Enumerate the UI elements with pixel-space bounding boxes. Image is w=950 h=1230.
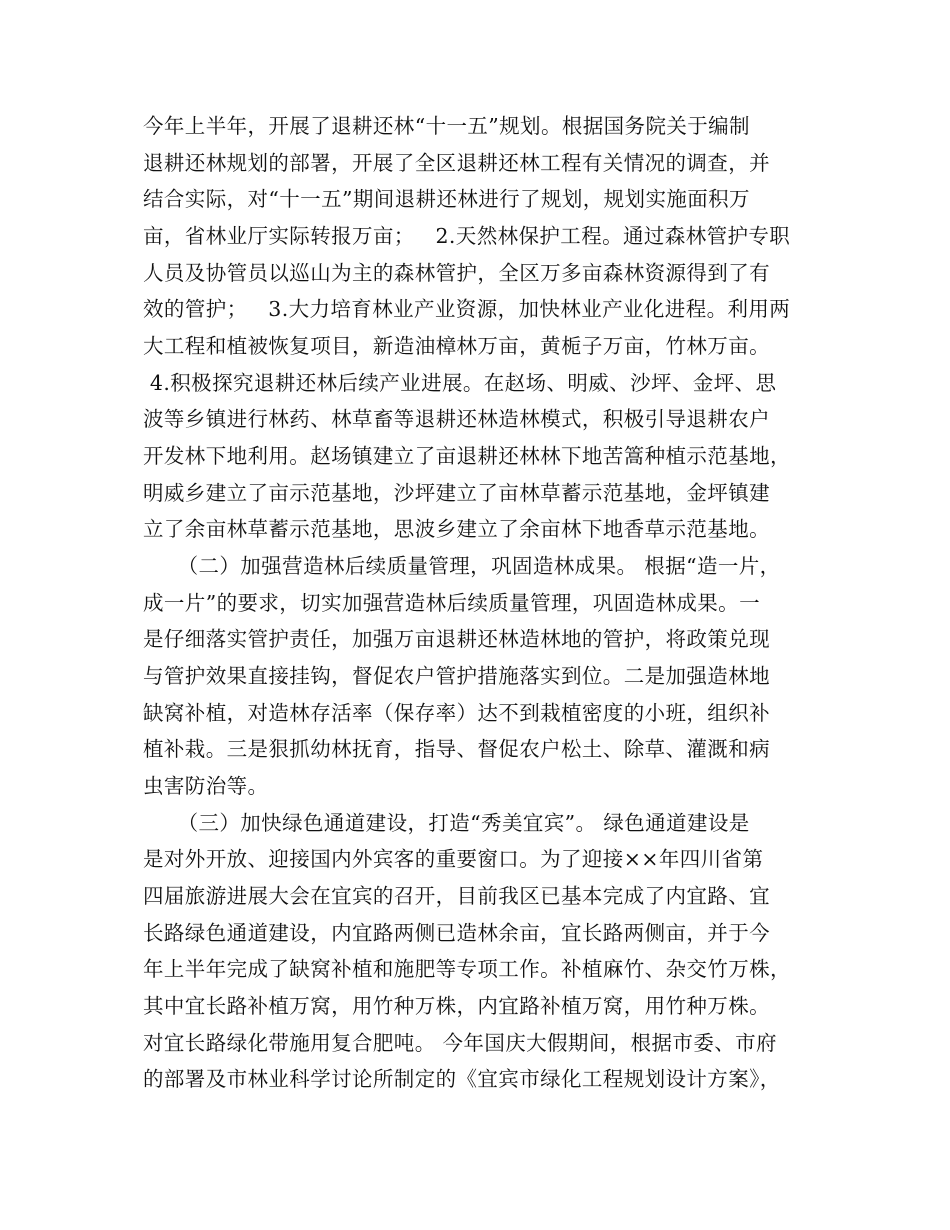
text-line: 开发林下地利用。赵场镇建立了亩退耕还林林下地苦篙种植示范基地，: [143, 444, 791, 468]
text-line: 是对外开放、迎接国内外宾客的重要窗口。为了迎接××年四川省第: [143, 847, 764, 871]
text-line: 人员及协管员以巡山为主的森林管护，全区万多亩森林资源得到了有: [143, 261, 770, 285]
text-line: （三）加快绿色通道建设，打造“秀美宜宾”。 绿色通道建设是: [143, 811, 750, 835]
text-line: 是仔细落实管护责任，加强万亩退耕还林造林地的管护，将政策兑现: [143, 627, 770, 651]
text-line: 今年上半年，开展了退耕还林“十一五”规划。根据国务院关于编制: [143, 114, 750, 138]
text-line: （二）加强营造林后续质量管理，巩固造林成果。 根据“造一片，: [143, 554, 781, 578]
text-line: 退耕还林规划的部署，开展了全区退耕还林工程有关情况的调查，并: [143, 151, 770, 175]
text-line: 对宜长路绿化带施用复合肥吨。 今年国庆大假期间，根据市委、市府: [143, 1031, 777, 1055]
text-line: 明威乡建立了亩示范基地，沙坪建立了亩林草蓄示范基地，金坪镇建: [143, 481, 770, 505]
text-line: 年上半年完成了缺窝补植和施肥等专项工作。补植麻竹、杂交竹万株，: [143, 957, 791, 981]
text-line: 波等乡镇进行林药、林草畜等退耕还林造林模式，积极引导退耕农户: [143, 407, 770, 431]
text-line: 的部署及市林业科学讨论所制定的《宜宾市绿化工程规划设计方案》，: [143, 1067, 781, 1091]
text-line: 亩，省林业厅实际转报万亩； 2.天然林保护工程。通过森林管护专职: [143, 224, 791, 248]
text-line: 与管护效果直接挂钩，督促农户管护措施落实到位。二是加强造林地: [143, 664, 770, 688]
text-line: 立了余亩林草蓄示范基地，思波乡建立了余亩林下地香草示范基地。: [143, 517, 770, 541]
text-line: 缺窝补植，对造林存活率（保存率）达不到栽植密度的小班，组织补: [143, 701, 770, 725]
text-line: 成一片”的要求，切实加强营造林后续质量管理，巩固造林成果。一: [143, 591, 760, 615]
text-line: 4.积极探究退耕还林后续产业进展。在赵场、明威、沙坪、金坪、思: [143, 371, 777, 395]
text-line: 四届旅游进展大会在宜宾的召开，目前我区已基本完成了内宜路、宜: [143, 884, 770, 908]
text-line: 结合实际，对“十一五”期间退耕还林进行了规划，规划实施面积万: [143, 187, 750, 211]
text-line: 其中宜长路补植万窝，用竹种万株，内宜路补植万窝，用竹种万株。: [143, 994, 770, 1018]
text-line: 植补栽。三是狠抓幼林抚育，指导、督促农户松土、除草、灌溉和病: [143, 737, 770, 761]
text-line: 效的管护； 3.大力培育林业产业资源，加快林业产业化进程。利用两: [143, 297, 791, 321]
text-line: 长路绿色通道建设，内宜路两侧已造林余亩，宜长路两侧亩，并于今: [143, 921, 770, 945]
text-line: 大工程和植被恢复项目，新造油樟林万亩，黄栀子万亩，竹林万亩。: [143, 334, 770, 358]
text-line: 虫害防治等。: [143, 774, 269, 798]
